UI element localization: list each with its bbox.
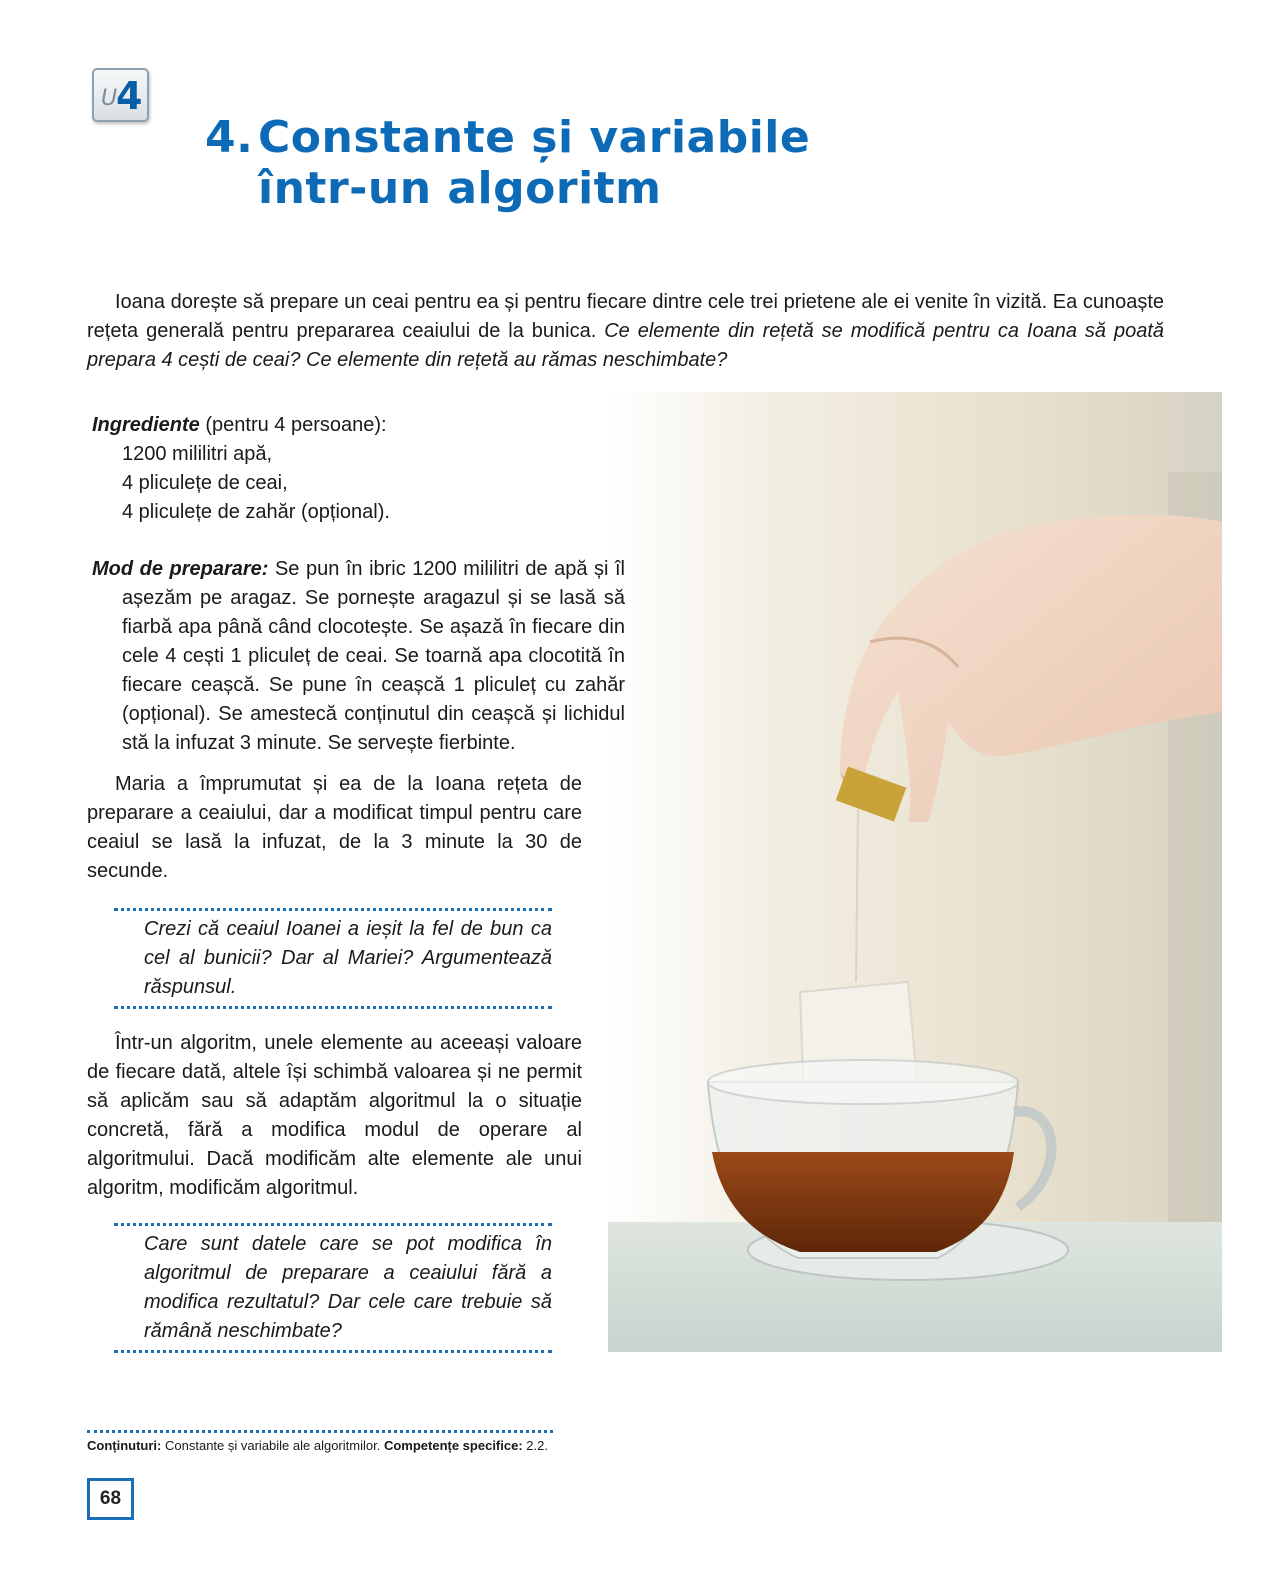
question-1-text: Crezi că ceaiul Ioanei a ieșit la fel de bun ca cel al bunicii? Dar al Mariei? Argumentează răspunsul. (144, 918, 552, 998)
unit-badge (92, 68, 149, 122)
maria-paragraph: Maria a împrumutat și ea de la Ioana rețeta de preparare a ceaiului, dar a modificat timpul pentru care ceaiul se lasă la infuzat, de la 3 minute la 30 de secunde. (87, 773, 582, 882)
intro-paragraph (87, 288, 1164, 375)
page-number: 68 (87, 1478, 134, 1520)
ingredients-label: Ingrediente (92, 414, 200, 436)
tea-photo-illustration (608, 392, 1222, 1352)
footer-competence-label: Competențe specifice: (383, 1438, 523, 1453)
ingredient-item: 4 pliculețe de ceai, (122, 472, 288, 494)
ingredients-note: (pentru 4 persoane): (205, 414, 387, 436)
intro-question: Ce elemente din rețetă se modifică pentru ca Ioana să poată prepara 4 cești de ceai? Ce elemente din rețetă au rămas neschimbate? (87, 320, 1165, 371)
unit-letter: U (101, 86, 118, 111)
lesson-number: 4. (205, 112, 254, 163)
footer-content-text: Constante și variabile ale algoritmilor. (165, 1438, 381, 1453)
preparation-paragraph (92, 555, 625, 758)
intro-text: Ioana dorește să prepare un ceai pentru ea și pentru fiecare dintre cele trei prietene ale ei venite în vizită. Ea cunoaște rețeta generală pentru prepararea ceaiului de la bunica. (87, 291, 1164, 342)
footer-content-label: Conținuturi: (87, 1438, 162, 1453)
algorithm-paragraph: Într-un algoritm, unele elemente au aceeași valoare de fiecare dată, altele își schimbă valoarea și ne permit să aplicăm sau să adaptăm algoritmul la o situație concretă, fără a modifica modul de operare al algoritmului. Dacă modificăm alte elemente ale unui algoritm, modificăm algoritmul. (87, 1032, 582, 1199)
question-box-1 (114, 908, 552, 1009)
lesson-title-line2: într-un algoritm (258, 163, 662, 214)
lesson-title-line1: Constante și variabile (258, 112, 811, 163)
ingredient-item: 1200 mililitri apă, (122, 443, 273, 465)
tea-cup-photo (608, 392, 1222, 1352)
preparation-text: Se pun în ibric 1200 mililitri de apă și îl așezăm pe aragaz. Se pornește aragazul și se lasă să fiarbă apa până când clocotește. Se așază în fiecare din cele 4 cești 1 pliculeț de ceai. Se toarnă apa clocotită în fiecare ceașcă. Se pune în ceașcă 1 pliculeț cu zahăr (opțional). Se amestecă conținutul din ceașcă și lichidul stă la infuzat 3 minute. Se servește fierbinte. (122, 558, 626, 754)
question-box-2 (114, 1223, 552, 1353)
preparation-label: Mod de preparare: (92, 558, 269, 580)
unit-number: 4 (116, 74, 143, 118)
footer-info (87, 1438, 548, 1453)
question-2-text: Care sunt datele care se pot modifica în algoritmul de preparare a ceaiului fără a modifica rezultatul? Dar cele care trebuie să rămână neschimbate? (144, 1233, 552, 1342)
ingredients-heading (92, 411, 387, 440)
footer-divider (87, 1430, 553, 1433)
ingredients-list (122, 440, 390, 527)
footer-competence-text: 2.2. (526, 1438, 548, 1453)
ingredient-item: 4 pliculețe de zahăr (opțional). (122, 501, 390, 523)
